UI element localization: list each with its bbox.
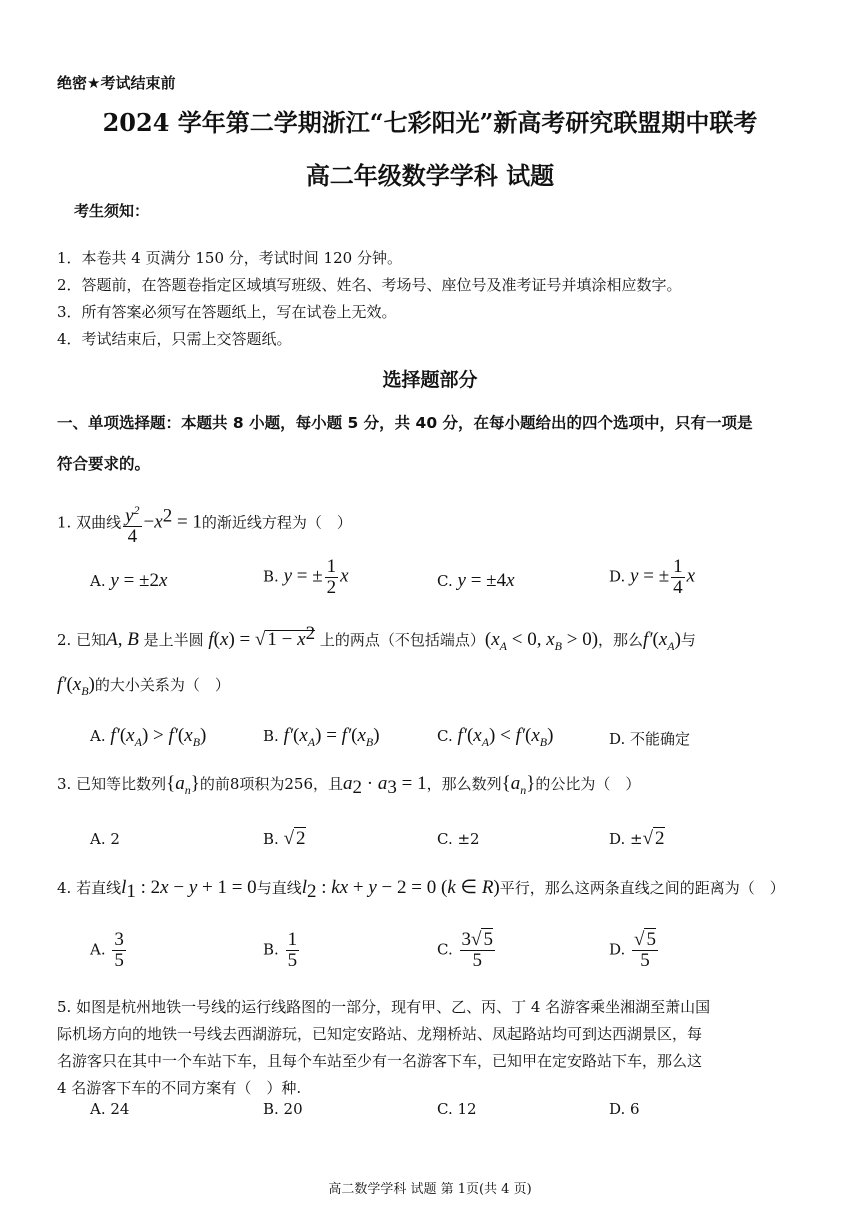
confidential-label: 绝密★考试结束前	[57, 74, 176, 92]
option-b: B. √ 2	[263, 828, 306, 849]
question-4: 4. 若直线$l_1$ : 2x − y + 1 = 0与直线$l_2$ : kx + y − 2 = 0 (k ∈ R)平行，那么这两条直线之间的距离为（ ）	[57, 877, 785, 902]
question-5-cont: 际机场方向的地铁一号线去西湖游玩，已知定安路站、龙翔桥站、凤起路站均可到达西湖景区，每	[57, 1025, 703, 1043]
question-text: 1. 双曲线	[57, 513, 122, 532]
question-2-cont: $f'(x_B)$的大小关系为（ ）	[57, 674, 230, 698]
option-b: B. $f'(x_A) = f'(x_B)$	[263, 725, 380, 749]
option-a: A. $f'(x_A) > f'(x_B)$	[90, 725, 207, 749]
option-d: D. 6	[609, 1100, 640, 1118]
option-a: A. 2	[90, 830, 120, 848]
option-d: D. 不能确定	[609, 730, 691, 748]
option-a: A. y = ±2x	[90, 570, 168, 591]
option-b: B. $\frac{1}{5}$	[263, 929, 298, 971]
notice-item: 4．考试结束后，只需上交答题纸。	[57, 330, 292, 348]
option-b: B. y = ± $\frac{1}{2}$ x	[263, 556, 349, 598]
question-3: 3. 已知等比数列$\{a_n\}$的前8项积为256，且$a_2 \cdot a_3 = 1$，那么数列$\{a_n\}$的公比为（ ）	[57, 773, 641, 798]
question-5-cont: 名游客只在其中一个车站下车，且每个车站至少有一名游客下车，已知甲在定安路站下车，那么这	[57, 1052, 703, 1070]
option-c: C. y = ±4x	[437, 570, 515, 591]
notice-heading: 考生须知：	[74, 202, 150, 220]
option-c: C. 12	[437, 1100, 477, 1118]
option-a: A. 24	[90, 1100, 130, 1118]
page-footer: 高二数学学科 试题 第 1页(共 4 页)	[328, 1182, 532, 1197]
section-title: 选择题部分	[382, 369, 478, 391]
option-c: C. ±2	[437, 830, 480, 848]
notice-item: 1．本卷共 4 页满分 150 分，考试时间 120 分钟。	[57, 249, 402, 267]
option-d: D. y = ± $\frac{1}{4}$ x	[609, 556, 696, 598]
question-1: 1. 双曲线 $\frac{y^2}{4}$ $-x^2 = 1$的渐近线方程为（ ）	[57, 500, 352, 547]
option-d: D. ±√ 2	[609, 828, 665, 849]
option-c: C. $\frac{3√ 5}{5}$	[437, 929, 493, 971]
option-a: A. $\frac{3}{5}$	[90, 929, 124, 971]
part-instructions: 一、单项选择题：本题共 8 小题，每小题 5 分，共 40 分，在每小题给出的四个选项中，只有一项是	[57, 414, 753, 432]
exam-subtitle: 高二年级数学学科 试题	[305, 161, 555, 190]
option-b: B. 20	[263, 1100, 303, 1118]
question-5: 5. 如图是杭州地铁一号线的运行线路图的一部分，现有甲、乙、丙、丁 4 名游客乘坐湘湖至萧山国	[57, 998, 711, 1016]
part-instructions-cont: 符合要求的。	[57, 455, 151, 473]
question-text: 的渐近线方程为（ ）	[201, 513, 352, 532]
option-c: C. $f'(x_A) < f'(x_B)$	[437, 725, 554, 749]
notice-item: 2．答题前，在答题卷指定区域填写班级、姓名、考场号、座位号及准考证号并填涂相应数字。	[57, 276, 682, 294]
option-d: D. $\frac{√ 5}{5}$	[609, 929, 656, 971]
notice-item: 3．所有答案必须写在答题纸上，写在试卷上无效。	[57, 303, 397, 321]
question-5-cont: 4 名游客下车的不同方案有（ ）种.	[57, 1079, 302, 1097]
question-2: 2. 已知A, B 是上半圆 f(x) = √ $1 - x^2$ 上的两点（不包括端点）($x_A < 0$, $x_B > 0$)，那么$f'(x_A)$与	[57, 623, 696, 653]
exam-title: 2024 学年第二学期浙江“七彩阳光”新高考研究联盟期中联考	[102, 108, 758, 137]
